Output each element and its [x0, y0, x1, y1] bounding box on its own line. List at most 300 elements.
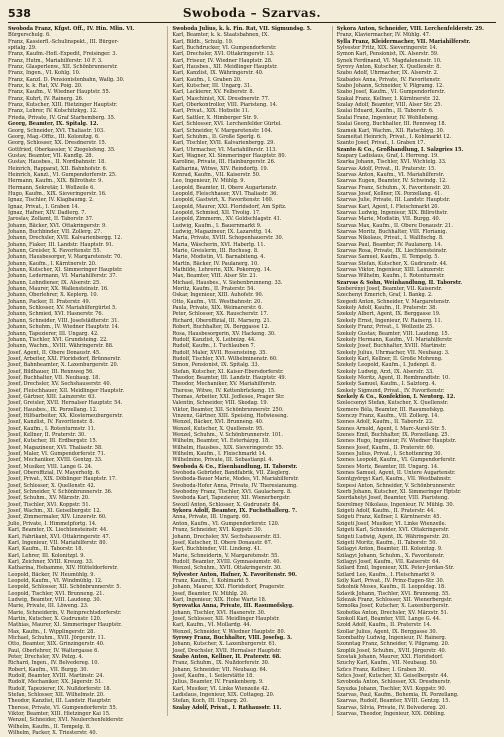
- directory-entry: Szarvas Ludwig, Ingenieur, XIX. Billrothstr.: [336, 209, 448, 216]
- directory-entry: Johann, Oberlehrer, X. Keplerg. 10.: [8, 292, 99, 299]
- directory-entry: Julius, Beamter, IV. Frankenberg. 9.: [172, 679, 264, 686]
- directory-entry: Szekely Albert, Agent, IX. Berggasse 19.: [336, 311, 441, 318]
- directory-entry: Johann, Maurer, XXI. Floridsdorf, Pragerstr.: [172, 584, 285, 591]
- directory-entry: Rudolf, Tischler, XVI. Wilhelminenstr. 60.: [172, 355, 278, 362]
- directory-entry: Szerb Johann, Kutscher, XI. Simmeringer Hptstr.: [336, 489, 462, 496]
- directory-entry: Karl, Musiker, VI. Linke Wienzeile 42.: [172, 685, 270, 692]
- directory-entry: Rudolf, Mechaniker, XX. Jägerstr. 51.: [8, 679, 103, 686]
- directory-entry: Leopold, Kaufm., VI. Windmühlg. 12.: [8, 577, 103, 584]
- directory-entry: Josef, Hilfsarbeiter, XX. Klosterneuburgerstr.: [8, 412, 123, 419]
- directory-entry: Szarvas, Silvia, Private, IV. Belvedereg. 20.: [336, 704, 447, 711]
- directory-entry: Hugo, Kaufm., XIX. Sieveringerstr. 16.: [8, 190, 107, 197]
- directory-entry: Josef, Schneider, V. Schönbrunnerstr. 36.: [8, 489, 113, 496]
- directory-entry: Josef, Drechsler, XV. Sechshauserstr. 40.: [8, 381, 112, 388]
- directory-entry: Szalai Franz, Ingenieur, IV. Wohllebeng.: [336, 114, 439, 121]
- directory-entry: Josef, Kutscher, III. Erdbergstr. 15.: [8, 438, 98, 445]
- directory-entry: Johann, Bäcker, XVI. Ottakringerstr. 9.: [8, 222, 107, 229]
- directory-entry: Szarka Johann, Tischler, XVI. Wichtelg. 33.: [336, 159, 447, 166]
- directory-entry: Karl, Kaufm., II. Taborstr. 18.: [8, 546, 84, 553]
- directory-entry: Johann, Packer, II. Praterstr. 49.: [8, 298, 91, 305]
- directory-entry: Johann, Fiaker, III. Landstr. Hauptstr. 91.: [8, 241, 114, 248]
- column-3: [337, 26, 496, 716]
- directory-entry: Franz, Klaviermacher, IV. Mühlg. 47.: [336, 32, 431, 39]
- directory-entry: Szepesi Anton, Schneider, V. Schönbrunnerstr.: [336, 482, 456, 489]
- directory-entry: Szobotka Anton, Drechsler, XV. Märzstr. 51.: [336, 609, 449, 616]
- directory-entry: Swoboda Gebrüder, Bandfabrik, VII. Zieglerg.: [172, 470, 291, 477]
- directory-entry: Karl, Kaufm., I. Graben 20.: [172, 76, 242, 83]
- directory-entry: Wenzel, Schneider, V. Wiedner Hauptstr. 80.: [172, 628, 286, 635]
- directory-entry: Theodor, Mechaniker, XV. Mariahilferstr.: [172, 381, 277, 388]
- directory-entry: Wilhelmine, Private, III. Sebastianpl. 4.: [172, 457, 274, 464]
- directory-entry: Swoboda-Hofer Anna, Private, IV. Theresianumg.: [172, 482, 298, 489]
- directory-entry: Szarvas Samuel, Kaufm., II. Tempelg. 5.: [336, 254, 440, 261]
- directory-entry: Heinrich, Rapparat, XII. Bahnhofstr. 6.: [8, 165, 108, 172]
- directory-entry: Szonntag Franz, Schneider, V. Pilgramg. 20.: [336, 641, 450, 648]
- directory-entry: Szenes Samuel, Agent, II. Untere Augartenstr.: [336, 470, 456, 477]
- directory-entry: Swoboda-Bauer Marie, Modes, VI. Mariahilferstr.: [172, 476, 299, 483]
- directory-entry: Franz, Glasperlenw., XII. Schönbrunnerstr.: [8, 64, 118, 71]
- directory-entry: Johann, Schneider, VIII. Josefstädterstr. 31.: [8, 317, 120, 324]
- directory-entry: Szigeti Adolf, Kaufm., II. Praterstr. 44.: [336, 508, 435, 515]
- directory-entry: Szücs Franz, Kellner, I. Graben 30.: [336, 666, 426, 673]
- directory-entry: Szmolka Josef, Kutscher, X. Laxenburgerstr.: [336, 603, 449, 610]
- directory-entry: Franz, Kutscher, XIII. Hietzinger Hauptstr.: [8, 102, 118, 109]
- directory-entry: Franz, Hutm., Mariahilferstr. 10 F. 3.: [8, 57, 103, 64]
- directory-entry: Karl, Maschinist, XX. Dresdnerstr. 77.: [172, 95, 270, 102]
- directory-entry: Karl, Uhrmacher, VI. Mariahilferstr. 113.: [172, 146, 277, 153]
- directory-entry: Johann, Schlosser, XV. Mariahilfergürtel 5.: [8, 305, 117, 312]
- directory-entry: Szapary Ladislaus, Graf, I. Herreng. 19.: [336, 152, 439, 159]
- directory-entry: Franz, k. k. Rat, XV. Poig. 20.: [8, 83, 83, 90]
- directory-entry: Georg, Mag.-Offiz., III. Kolonitzg. 6.: [8, 133, 100, 140]
- directory-entry: Karoline, Private, III. Hainburgerstr. 26.: [172, 159, 276, 166]
- directory-entry: Szenes Emil, Buchhalter, IX. Porzellang. 25.: [336, 432, 450, 438]
- directory-entry: Karl, Beamter, k. k. Staatsbahnen, IX.: [172, 32, 269, 39]
- directory-entry: Anna, Private, III. Ungarg. 60.: [172, 514, 251, 521]
- directory-entry: Johann, Wachm., XVIII. Währingerstr. 88.: [8, 343, 114, 350]
- directory-entry: Maria, Wäscherin, XVI. Haberlg. 11.: [172, 241, 266, 248]
- directory-entry: Rudolf, Beamter, XVIII. Martinstr. 24.: [8, 673, 105, 680]
- directory-entry: Szabo Anton, Kellner, II. Praterstr. 68.: [172, 654, 282, 661]
- directory-entry: Szarvas Julie, Private, III. Landstr. Hauptstr.: [336, 197, 451, 204]
- directory-entry: Leopold, Fleischhauer, XVI. Thaliastr. 36.: [172, 190, 278, 197]
- directory-entry: Georg, Schneider, XVI. Thaliastr. 103.: [8, 127, 105, 134]
- directory-entry: Georg, Beamter, IX. Spitalg. 12.: [8, 121, 99, 128]
- directory-entry: Szarvas Marie, Modistin, VII. Burgg. 40.: [336, 216, 441, 223]
- directory-entry: Paul, Oberlehrer, IV. Waltergasse 6.: [8, 647, 99, 654]
- directory-entry: Szilagyi Anton, Beamter, III. Kolonitzg. 9.: [336, 546, 443, 553]
- directory-entry: Karl, Kaufm., VI. Mollardg. 44.: [172, 622, 252, 629]
- directory-entry: Szily Karl, Privat., IV. Prinz-Eugen-Str. 30.: [336, 577, 445, 584]
- directory-entry: Szigeti Karl, Schneider, XVI. Ottakringerstr.: [336, 527, 450, 534]
- directory-entry: Szekely & Co., Konfektion, I. Neutorg. 12.: [336, 393, 456, 400]
- directory-entry: Karl, Zeichner, XVIII. Kreuzg. 33.: [8, 558, 94, 565]
- directory-entry: Rudolf, Beamter, XVIII. Gymnasiumstr. 40.: [172, 558, 282, 565]
- directory-entry: Franz, Kanzl. D. Pensionistenbahn, Wallg. 30.: [8, 76, 125, 83]
- directory-entry: Symon Karl, Pensionist, IX. Alserstr. 59.: [336, 51, 439, 58]
- directory-entry: Szkolnik Moses, Kaufm., II. Leopoldsg. 18.: [336, 584, 446, 591]
- directory-entry: Szekely Josef, Buchhalter, XVIII. Martinstr.: [336, 343, 447, 350]
- directory-entry: Stefan, Kutscher, XI. Kaiser-Ebersdorferstr.: [172, 368, 284, 375]
- directory-entry: Szentgyörgyi Karl, Kaufm., VII. Westbahnstr.: [336, 476, 452, 483]
- directory-entry: Szigeti Franz, Kellner, I. Kärntnerstr. 45.: [336, 514, 442, 521]
- directory-entry: Josef, Greisler, XVII. Hernalser Hauptstr. 54.: [8, 400, 123, 407]
- directory-entry: Frieda, Private, IV. Graf Starhemberg. 35.: [8, 114, 116, 121]
- directory-entry: Karl, Hausbes., XII. Meidlinger Hauptstr.: [172, 64, 278, 71]
- directory-entry: Szekely Ludwig, Arzt, IX. Alserstr. 33.: [336, 368, 434, 375]
- directory-entry: Szerdahelyi Josef, Beamter, VIII. Piaristeng.: [336, 495, 450, 502]
- directory-entry: Bürgerschulg. 6.: [8, 32, 51, 39]
- directory-entry: Marie, Schneiderin, V. Margaretenstr. 55.: [172, 552, 279, 559]
- directory-entry: Josef, Kaufm., I. Rotenturmstr. 11.: [8, 425, 96, 432]
- directory-entry: Syrovatka Anna, Private, III. Rasumofskyg.: [172, 603, 294, 610]
- directory-entry: Szarvas Rosa, Private, IX. Liechtensteinstr.: [336, 248, 448, 255]
- directory-entry: Richard, Oberoffizial, III. Marxerg. 21.: [172, 317, 272, 324]
- directory-entry: Franz, Kaufm., I. Kohlmarkt 5.: [172, 577, 251, 584]
- directory-entry: Szenes Adolf, Kaufm., II. Taborstr. 22.: [336, 419, 434, 426]
- directory-entry: Josef, Kaufm., I. Seilerstätte 18.: [172, 673, 254, 680]
- directory-entry: Franz, Kuhrt, IV. Rainerg. 26.: [8, 95, 84, 102]
- directory-entry: Szalai Georg, Buchhalter, III. Rennweg 18.: [336, 121, 447, 128]
- directory-entry: Szenes Hugo, Ingenieur, IV. Wiedner Hauptstr.: [336, 438, 457, 445]
- directory-entry: Szelecsenyi Stefan, Kutscher, X. Quellenstr.: [336, 400, 449, 407]
- directory-entry: Karl, Kanzlist, IX. Währingerstr. 40.: [172, 70, 264, 77]
- directory-entry: Karl, Buchdrucker, VI. Gumpendorferstr.: [172, 45, 277, 52]
- directory-entry: Ignaz, Tischler, IV. Klagbaumg. 2.: [8, 197, 94, 204]
- directory-entry: Szarvas Anton, Kaufm., VI. Mariahilferstr.: [336, 171, 445, 178]
- directory-entry: Leopold, Zimmerm., XV. Goldschlagstr. 41.: [172, 216, 282, 223]
- directory-entry: Mathias, Maurer, XI. Simmeringer Hauptstr.: [8, 622, 122, 629]
- directory-entry: Szarvas Max, Kaufm., II. Obere Donaustr. 21.: [336, 222, 453, 229]
- directory-entry: Szalay Adolf, Beamter, VIII. Alser Str. 25.: [336, 102, 443, 109]
- directory-entry: Katharina, Witwe, XIV. Reindorfg. 19.: [172, 165, 269, 172]
- directory-entry: Ignaz, Privat., I. Graben 14.: [8, 203, 80, 210]
- directory-entry: Paula, Private, XIX. Weimarerstr. 6.: [172, 305, 263, 312]
- directory-entry: Wilhelm, Hausbes., XIX. Sieveringerstr. 55.: [172, 444, 284, 451]
- directory-entry: Josef, Fleischhauer, XII. Meidlinger Hauptstr.: [8, 387, 124, 394]
- directory-entry: Peter, Schlosser, XX. Rauscherstr. 17.: [172, 311, 269, 318]
- directory-entry: Leopold, Gastwirt, X. Favoritenstr. 160.: [172, 197, 274, 204]
- directory-entry: Rudolf, Tapezierer, IX. Nußdorferstr. 18.: [8, 685, 112, 692]
- directory-entry: Ignaz, Hafner, XIV. Dadlerg. 7.: [8, 209, 87, 216]
- directory-entry: Szabo Josef, Kaufm., VI. Gumpendorferstr.: [336, 89, 446, 96]
- directory-entry: Franz, Schneider, XVI. Koppstr. 30.: [172, 527, 263, 534]
- directory-entry: Johann, Kaufm., I. Kärntnerstr. 20.: [8, 260, 97, 267]
- directory-entry: Synek Ferdinand, VI. Magdalenenstr. 10.: [336, 57, 442, 64]
- directory-entry: Josef, Maler, VI. Gumpendorferstr. 71.: [8, 451, 106, 458]
- directory-entry: Josef, Oberoffizial, IV. Mayerhofg. 6.: [8, 470, 101, 477]
- directory-entry: Szekely Adolf, Kaufm., II. Praterstr. 38.: [336, 305, 437, 312]
- directory-entry: Johann, Tischler, XVI. Grundsteing. 22.: [8, 336, 108, 343]
- directory-entry: Stefan, Schlosser, XII. Wilhelmstr. 20.: [8, 692, 105, 699]
- directory-entry: Peter, Drechsler, XV. Pelzg. 4.: [8, 654, 84, 661]
- directory-entry: Szarvas Nikolaus, Privat., I. Wallfischg. 8.: [336, 235, 444, 242]
- directory-entry: Szekely Karl, Kellner, II. Große Mohreng.: [336, 355, 443, 362]
- directory-entry: Heinrich, Kanzl., VI. Gumpendorferstr. 25.: [8, 171, 117, 178]
- directory-entry: Leo, Ingenieur, IV. Mühlg. 9.: [172, 178, 246, 185]
- column-1: [8, 26, 168, 737]
- directory-entry: Konrad, Kaufm., VII. Kaiserstr. 50.: [172, 171, 261, 178]
- directory-entry: Szenczy Franz, Kaufm., VII. Zollerg. 14.: [336, 412, 439, 419]
- directory-entry: Josef, Zimmermaler, XIV. Linzerstr. 60.: [8, 514, 107, 521]
- directory-entry: Josef, Kellner, II. Praterstr. 30.: [8, 432, 86, 438]
- directory-entry: Szigeti Ludwig, Agent, IX. Währingerstr. 20.: [336, 533, 450, 540]
- directory-entry: Szenes Leopold, Kaufm., VI. Gumpendorferstr.: [336, 457, 456, 464]
- directory-entry: Theodor, Beamter, III. Landstr. Hauptstr. 49.: [172, 374, 287, 381]
- directory-entry: Karl, Tischler, XVII. Kalvarienbergg. 29.: [172, 140, 275, 147]
- directory-entry: Wenzel, Schuhm., V. Schönbrunnerstr. 101.: [172, 432, 283, 438]
- directory-entry: Karl, Lehrer, III. Kolonitzpl. 9.: [8, 552, 86, 559]
- directory-entry: Syrovy Anton, Kutscher, X. Quellenstr. 8.: [336, 64, 441, 71]
- directory-entry: Max, Beamter, VIII. Alser Str. 21.: [172, 273, 258, 280]
- directory-entry: Szollar Julius, Agent, IX. Berggasse 30.: [336, 628, 438, 635]
- directory-entry: Szerelmey Nikolaus, Ingenieur, IV. Mühlg. 30.: [336, 501, 455, 508]
- directory-entry: Karl, Wagner, XI. Simmeringer Hauptstr. 80.: [172, 152, 287, 159]
- directory-entry: Franz, Lehrer, IV. Kolschitzkyg. 12.: [8, 108, 98, 115]
- directory-entry: Szenes Moriz, Beamter, III. Ungarg. 14.: [336, 463, 439, 470]
- directory-entry: Szanto & Co., Großhandlung, I. Salzgries 15.: [336, 146, 464, 153]
- directory-entry: Julie, Private, I. Himmelpfortg. 14.: [8, 520, 97, 527]
- directory-entry: Hermann, Kaufm., XIX. Billrothstr. 9.: [8, 178, 103, 185]
- directory-entry: Franz, Kaufm., V. Wiedner Hauptstr. 55.: [8, 89, 111, 96]
- directory-entry: Wilhelm, Packer, X. Triesterstr. 40.: [8, 730, 98, 737]
- directory-entry: Szyszka Johann, Tischler, XVI. Koppstr. 90.: [336, 685, 447, 692]
- directory-entry: Viktor, Beamter, XIII. Hietzinger Kai 15.: [8, 711, 111, 718]
- directory-entry: Katharina, Hebamme, XIV. Hütteldorferstr.: [8, 565, 118, 572]
- directory-entry: Swoboda Franz, Kfgst. Off., IV. Hin. Mlin. VI.: [8, 26, 135, 32]
- directory-entry: Johann, Ledermann, VI. Mariahilferstr. 37.: [8, 273, 118, 280]
- directory-entry: Josef, Buchhalter, VII. Neubaug. 18.: [8, 374, 100, 381]
- directory-entry: Szabo Johann, Schneider, V. Pilgramg. 12.: [336, 83, 444, 90]
- directory-entry: Johann, Greisler, X. Favoritenstr. 55.: [8, 248, 102, 255]
- directory-entry: spitalg. 29.: [8, 45, 37, 52]
- directory-entry: Szilard Emil, Ingenieur, XIX. Peter-Jordan-Str.: [336, 565, 455, 572]
- directory-entry: Leopold, Bäcker, IV. Heumühlg. 9.: [8, 571, 96, 578]
- directory-entry: Swoboda Karl, Tapezierer, XII. Wienerbergstr.: [172, 495, 291, 502]
- directory-entry: Michael, Schuhm., XVII. Jörgerstr. 11.: [8, 635, 106, 641]
- page-header: [8, 6, 496, 23]
- directory-entry: Karl, Schuhm., II. Große Sperlg. 6.: [172, 133, 262, 140]
- directory-entry: Viktor, Beamter, XII. Schönbrunnerstr. 250.: [172, 406, 284, 413]
- directory-entry: Szekely Samuel, Kaufm., I. Salztorg. 4.: [336, 381, 437, 388]
- directory-entry: Josef, Gärtner, XIII. Lainzerstr. 63.: [8, 393, 97, 400]
- directory-entry: Max, Kaufm., I. Wipplingerstr. 28.: [8, 628, 95, 635]
- directory-entry: Therese, Witwe, IV. Kettenbrückeng. 15.: [172, 387, 276, 394]
- directory-entry: Moritz, Kaufm., II. Praterstr. 54.: [172, 286, 256, 293]
- directory-entry: Szarvas, Theodor, Ingenieur, XIX. Döbling.: [336, 711, 446, 718]
- directory-entry: Leopold, Schlosser, XII. Schönbrunnerstr. 5.: [8, 584, 122, 591]
- directory-entry: Szlezak Franz, Schlosser, XII. Wienerbergstr.: [336, 596, 453, 603]
- directory-entry: Valentin, Schneider, VIII. Skodag. 19.: [172, 400, 269, 407]
- directory-entry: Johann, Kutscher, XI. Simmeringer Hauptstr.: [8, 267, 123, 274]
- directory-entry: Szemere Béla, Beamter, III. Rasumofskyg.: [336, 406, 445, 413]
- directory-entry: Josef, Bildhauer, III. Rennweg 56.: [8, 368, 94, 375]
- directory-entry: Wenzel, Bäcker, XVI. Brunneng. 40.: [172, 419, 264, 426]
- directory-entry: Franz, Kaufm.-Hofl.-Expedit, Freisinger. 3.: [8, 51, 118, 58]
- directory-entry: Szarvas Paul, Beamter, IV. Paulanerg. 14.: [336, 241, 443, 248]
- directory-entry: Szenes Julius, Privat., I. Schottenring 30.: [336, 451, 443, 458]
- directory-entry: Rosa, Hausbesorgerin, XV. Hackeng. 30.: [172, 330, 276, 337]
- directory-entry: Josef, Schlosser, X. Quellenstr. 42.: [8, 482, 96, 489]
- directory-entry: Karl, Fabrikant, XVI. Ottakringerstr. 47.: [8, 533, 111, 540]
- directory-entry: Szarvas Franz, Schuhm., X. Favoritenstr. 20.: [336, 184, 451, 191]
- directory-entry: Martin, Bäcker, IV. Paulanerg. 10.: [172, 260, 259, 267]
- directory-entry: Szold Adolf, Kaufm., II. Praterstr. 14.: [336, 622, 432, 629]
- directory-entry: Szamek Karl, Wachm., XII. Ratschkyg. 30.: [336, 127, 445, 134]
- directory-entry: Karl, Privat., XIX. Hofzeile 11.: [172, 108, 250, 115]
- directory-entry: Szarvas Eugen, Beamter, IV. Schwindg. 12.: [336, 178, 447, 185]
- directory-entry: Josef, Privat., XIX. Döblinger Hauptstr. 17.: [8, 476, 117, 483]
- directory-entry: Wilhelm, Kaufm., I. Fleischmarkt 14.: [172, 451, 267, 458]
- directory-entry: Josef, Schlosser, XII. Meidlinger Hauptstr.: [172, 615, 280, 622]
- directory-entry: Josef, Tischler, XVI. Koppstr. 51.: [8, 501, 91, 508]
- directory-entry: Ludwig, Magazineur, IX. Lazarettg. 14.: [172, 229, 273, 235]
- directory-entry: Szigeti Moritz, Kaufm., II. Taborstr. 50.: [336, 539, 438, 546]
- directory-entry: Rudolf, Kaufm., I. Tuchlauben 7.: [172, 343, 256, 350]
- directory-entry: Szechenyi Emerich, Graf, I. Bankg. 2.: [336, 292, 433, 299]
- column-2: [172, 26, 332, 716]
- directory-entry: Karl, Ingenieur, VII. Mariahilferstr. 80.: [8, 539, 108, 546]
- directory-entry: Karl, Friseur, IV. Wiedner Hauptstr. 28.: [172, 57, 273, 64]
- directory-entry: Szvoboda Anton, Schlosser, XX. Dresdnerstr.: [336, 679, 452, 686]
- directory-entry: Szilard Leo, Kaufm., I. Fleischmarkt 9.: [336, 571, 436, 578]
- directory-entry: Johann, Tapezierer, III. Ungarg. 42.: [8, 330, 99, 337]
- directory-entry: Wenzel, Schuhm., XVII. Ottakringerstr. 30.: [172, 565, 282, 572]
- directory-entry: Szilagyi Johann, Schuhm., X. Favoritenstr.: [336, 552, 445, 559]
- directory-entry: Syrowy Franz, Buchhalter, VIII. Josefsg. 3.: [172, 635, 292, 641]
- directory-entry: Szarvas, Rudolf, Beamter, XVIII. Gentzg. 15.: [336, 698, 451, 705]
- directory-entry: Ludwig, Beamter, VIII. Laudong. 30.: [8, 596, 102, 603]
- directory-entry: Josef, Beamter, IV. Mühlg. 20.: [172, 590, 249, 597]
- directory-entry: Otto, Beamter, XIX. Grinzingerstr. 40.: [8, 641, 105, 648]
- directory-entry: Thomas, Arbeiter, XXI. Jedlesee, Prager Str.: [172, 393, 285, 400]
- directory-entry: Szekely Ernst, Ingenieur, IV. Rainerg. 11.: [336, 317, 443, 324]
- directory-entry: Karl, Kutscher, III. Ungarg. 31.: [172, 83, 252, 90]
- directory-entry: Wilhelm, Beamter, VI. Esterházyg. 18.: [172, 438, 270, 445]
- directory-entry: Leopold, Tischler, XVI. Brunneng. 21.: [8, 590, 105, 597]
- directory-entry: Michael, Hausbes., V. Siebenbrunneng. 33.: [172, 279, 283, 286]
- directory-entry: Szekely Gustav, Beamter, VIII. Laudong. 15.: [336, 330, 450, 337]
- directory-entry: Karl, Sattler, X. Himberger Str. 9.: [172, 114, 259, 121]
- directory-entry: Szilagyi Josef, Kaufm., VII. Kaiserstr. 64.: [336, 558, 441, 565]
- directory-entry: Karl, Lackierer, XV. Felberstr. 8.: [172, 89, 255, 96]
- directory-entry: Szenes Josef, Kaufm., II. Praterstr. 60.: [336, 444, 435, 451]
- directory-entry: Johann, Drechsler, XV. Sechshauserstr. 83.: [172, 533, 282, 540]
- directory-entry: Szarvas Wilhelm, Kaufm., I. Rotenturmstr.: [336, 273, 445, 280]
- directory-entry: Leopold, Maurer, XXI. Floridsdorf, Am Spitz.: [172, 203, 287, 210]
- directory-entry: Karl, Schneider, V. Margaretenstr. 104.: [172, 127, 273, 134]
- directory-entry: Szücs Josef, Kutscher, XI. Geiselbergstr. 44.: [336, 673, 449, 680]
- directory-entry: Szokoll Karl, Beamter, VIII. Lange G. 44.: [336, 615, 441, 622]
- directory-entry: Rudolf, Maler, XVII. Rosensteing. 35.: [172, 349, 268, 356]
- directory-entry: Marie, Schneiderin, V. Reinprechtsdorferstr.: [8, 609, 122, 616]
- directory-entry: Karl, Beamter, IX. Liechtensteinstr. 44.: [8, 527, 108, 534]
- directory-entry: Franz, Ingen., VI. Kohlg. 10.: [8, 70, 81, 77]
- directory-entry: Karl, Drechsler, XVI. Ottakringerstr. 13.: [172, 51, 275, 58]
- directory-entry: Sykora Adolf, Beamter, IX. Fuchsthallerg. 7.: [172, 508, 298, 515]
- directory-entry: Szakal Franz, Kellner, I. Kärntnerstr. 32.: [336, 95, 441, 102]
- directory-entry: Karl, Schlosser, XVI. Lerchenfelder Gürtel.: [172, 121, 282, 128]
- directory-entry: Mathilde, Lehrerin, XIX. Pokornyg. 14.: [172, 267, 272, 274]
- directory-entry: Szalai Eduard, Kaufm., II. Taborstr. 6.: [336, 108, 434, 115]
- directory-entry: Vinzenz, Gärtner, XIII. Speising, Hofwieseng.: [172, 412, 289, 419]
- directory-entry: Swoboda Julius, k. k. Fin. Rat, VII. Sigmundsg. 5.: [172, 26, 312, 32]
- directory-entry: Johann, Schmied, XVI. Hasnerstr. 76.: [8, 311, 104, 318]
- directory-entry: Johann, Hausbesorger, V. Margaretenstr. 70.: [8, 254, 122, 261]
- directory-entry: Rudolf, Kanzlist, X. Leibnizg. 44.: [172, 336, 256, 343]
- directory-entry: Szigeti Josef, Musiker, VI. Linke Wienzeile.: [336, 520, 447, 527]
- directory-entry: Marie, Private, III. Löweng. 23.: [8, 603, 89, 610]
- directory-entry: Josef, Wachm., XI. Geiselbergstr. 12.: [8, 508, 102, 515]
- directory-entry: Szarvas Josef, Kellner, IX. Porzellang. 41.: [336, 190, 442, 197]
- directory-entry: Ladislaus, Ingenieur, XIX. Cottageg. 20.: [172, 692, 275, 699]
- running-head: Swoboda – Szarvas.: [182, 6, 322, 20]
- directory-entry: Szekely Sigmund, Privat., IV. Favoritenstr.: [336, 387, 445, 394]
- directory-entry: Gustav, Beamter, VII. Kandlg. 28.: [8, 152, 94, 159]
- directory-entry: Szombathy Ludwig, Ingenieur, IV. Rainerg.: [336, 635, 447, 641]
- directory-entry: Therese, Private, VI. Gumpendorferstr. 55.: [8, 704, 118, 711]
- directory-entry: Swozil Anton, Schlosser, X. Gudrunstr. 84.: [172, 501, 281, 508]
- directory-entry: Josef, Bahnbeamter, X. Laxenburgerstr. 20.: [8, 362, 119, 369]
- directory-entry: Szameitat Heinrich, Privat., I. Kohlmarkt 12.: [336, 133, 452, 140]
- directory-entry: Wenzel, Kutscher, X. Quellenstr. 95.: [172, 425, 264, 432]
- directory-entry: Josef, Schuhm., XV. Märzstr. 20.: [8, 495, 90, 502]
- directory-entry: Josef, Drechsler, XVII. Hernalser Hauptstr.: [172, 647, 282, 654]
- directory-entry: Oskar, Ingenieur, XIII. Auhofstr. 90.: [172, 292, 264, 299]
- directory-entry: Johann, Kutscher, X. Laxenburgerstr. 61.: [172, 641, 277, 648]
- directory-entry: Gustav, Hausbes., II. Nordbahnstr. 18.: [8, 159, 106, 166]
- directory-entry: Swoboda & Co., Eisenhandlung, II. Taborstr.: [172, 463, 298, 470]
- directory-entry: Szalay Adolf, Privat., I. Rathausstr. 11.: [172, 704, 282, 711]
- directory-entry: Marie, Modistin, VI. Barnabiteng. 4.: [172, 254, 266, 261]
- directory-entry: Szekely Franz, Privat., I. Wollzeile 25.: [336, 324, 434, 331]
- directory-entry: Szarvas, Paul, Kaufm., Bohemia, IX. Porzellang.: [336, 692, 459, 699]
- directory-entry: Wenzel, Schneider, XVI. Neulerchenfelderstr.: [8, 717, 124, 724]
- directory-entry: Jaroslav, Zollamt, II. Taborstr. 37.: [8, 216, 94, 223]
- directory-entry: Josef, Hausbes., IX. Porzellang. 12.: [8, 406, 98, 413]
- directory-entry: Szlavik Johann, Tischler, XVI. Brunneng. 55.: [336, 590, 450, 597]
- directory-entry: Anton, Kaufm., VI. Gumpendorferstr. 120.: [172, 520, 280, 527]
- directory-entry: Franz, Kassierfl.-Schulinspekt., III. Bürger-: [8, 38, 119, 45]
- directory-entry: Szekely Hermann, Kaufm., VI. Mariahilferstr.: [336, 336, 453, 343]
- directory-entry: Josef, Arbeiter, XXI. Floridsdorf, Brünnerstr.: [8, 355, 121, 362]
- directory-entry: Szarvas Viktor, Ingenieur, XIII. Lainzerstr.: [336, 267, 445, 274]
- directory-entry: Josef, Musiker, VIII. Lange G. 24.: [8, 463, 93, 470]
- directory-entry: Martin, Kutscher, X. Gudrunstr. 120.: [8, 615, 102, 622]
- directory-entry: Wilhelm, Kaufm., II. Tempelg. 8.: [8, 723, 91, 730]
- directory-entry: Stefan, Koch, III. Ungarg. 20.: [172, 698, 248, 705]
- directory-entry: Szoplik Josef, Schuhm., XVII. Jörgerstr. 40.: [336, 647, 447, 654]
- directory-entry: Leopold, Beamter, II. Obere Augartenstr.: [172, 184, 278, 191]
- directory-entry: Szabados Anna, Private, IV. Favoritenstr.: [336, 76, 441, 83]
- directory-entry: Szarvas Karl, Agent, I. Fleischmarkt 20.: [336, 203, 440, 210]
- directory-entry: Szegedi Anton, Schneider, V. Margaretenstr.: [336, 298, 451, 305]
- directory-entry: Szekely Julius, Uhrmacher, VII. Neubaug. 3.: [336, 349, 450, 356]
- directory-entry: Sykora Anton, Schneider, VIII. Lerchenfelderstr. 29.: [336, 26, 484, 32]
- directory-entry: Franz, Schuhm., IX. Nußdorferstr. 30.: [172, 660, 270, 667]
- directory-entry: Josef, Kanzlist, IV. Favoritenstr. 8.: [8, 419, 95, 426]
- directory-entry: Josef, Mechaniker, XVIII. Gentzg. 33.: [8, 457, 103, 464]
- directory-entry: Sylvester Fritz, XIX. Sieveringerstr. 14.: [336, 45, 438, 52]
- entry-columns: [8, 26, 496, 737]
- directory-entry: Karl, Ingenieur, XIX. Hohe Warte 18.: [172, 596, 267, 603]
- directory-entry: Hermann, Sekretär, I. Wollzeile 6.: [8, 184, 95, 191]
- directory-entry: Johann, Lohndiener, IX. Alserstr. 25.: [8, 279, 101, 286]
- directory-entry: Ludwig, Kaufm., I. Bauernmarkt 9.: [172, 222, 262, 229]
- directory-entry: Georg, Schlosser, XX. Dresdnerstr. 15.: [8, 140, 107, 147]
- directory-entry: Johann, Maurer, XX. Wallensteinstr. 16.: [8, 286, 109, 293]
- directory-entry: Karl, Buchbinder, VII. Lindeng. 41.: [172, 546, 262, 553]
